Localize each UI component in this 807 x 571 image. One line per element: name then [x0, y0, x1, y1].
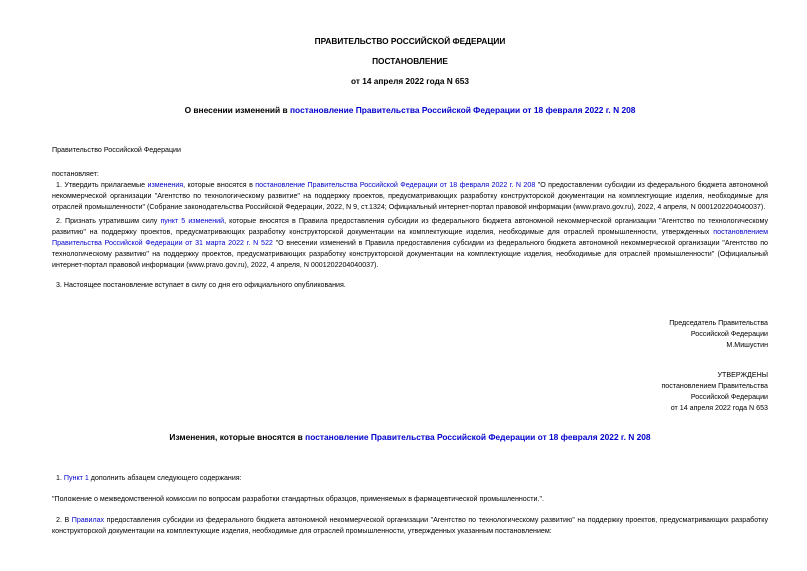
- approved-block: [52, 370, 768, 414]
- p2-link-item5[interactable]: пункт 5 изменений: [160, 217, 225, 225]
- signature-block: [52, 318, 768, 351]
- title-link[interactable]: постановление Правительства Российской Федерации от 18 февраля 2022 г. N 208: [290, 105, 636, 115]
- approved-line-2: постановлением Правительства: [661, 382, 768, 390]
- p1-text-3: "О предоставлении субсидии из федерального бюджета автономной некоммерческой организации "Агентство по технологическому развитие" на поддержку проектов, предусматривающих разработку конструкторской документации на комплектующие изделия, необходимые для отраслей промышленности" (Собрание законодательства Российской Федерации, 2022, N 9, ст.1324; Официальный интернет-портал правовой информации (www.pravo.gov.ru), 2022, 4 апреля, N 0001202204040037).: [52, 181, 768, 211]
- item2-link[interactable]: Правилах: [71, 516, 105, 524]
- p2-text-2: , которые вносятся в Правила предоставления субсидии из федерального бюджета автономной некоммерческой организации "Агентство по технологическому развитию" на поддержку проектов, предусматривающих разработку конструкторской документации на комплектующие изделия, необходимые для отраслей промышленности, утвержденных: [52, 217, 768, 236]
- issuer-text: Правительство Российской Федерации: [52, 146, 181, 154]
- p1-text-2: , которые вносятся в: [183, 181, 256, 189]
- item1-number: 1.: [56, 474, 64, 482]
- p2-text-3: "О внесении изменений в Правила предоставления субсидии из федерального бюджета автономной некоммерческой организации "Агентство по технологическому развитию" на поддержку проектов, предусматривающих разработку конструкторской документации на комплектующие изделия, необходимые для отраслей промышленности" (Официальный интернет-портал правовой информации (www.pravo.gov.ru), 2022, 4 апреля, N 0001202204040037).: [52, 239, 768, 269]
- changes-title-prefix: Изменения, которые вносятся в: [169, 432, 306, 442]
- title-prefix: О внесении изменений в: [184, 105, 290, 115]
- approved-line-1: УТВЕРЖДЕНЫ: [717, 371, 768, 379]
- document-type-heading: ПОСТАНОВЛЕНИЕ: [372, 56, 448, 66]
- date-number-heading: от 14 апреля 2022 года N 653: [351, 76, 469, 86]
- p2-text-1: 2. Признать утратившим силу: [56, 217, 161, 225]
- change-item-2: [52, 515, 768, 537]
- approved-line-4: от 14 апреля 2022 года N 653: [670, 404, 768, 412]
- p2-link-decree-522[interactable]: постановлением Правительства Российской Федерации от 31 марта 2022 г. N 522: [52, 228, 768, 247]
- approved-line-3: Российской Федерации: [690, 393, 768, 401]
- document-title: [52, 105, 768, 116]
- item2-number: 2. В: [56, 516, 72, 524]
- signature-line-2: Российской Федерации: [690, 330, 768, 338]
- change-item-1: [52, 473, 768, 484]
- changes-title: [52, 432, 768, 443]
- changes-title-link[interactable]: постановление Правительства Российской Федерации от 18 февраля 2022 г. N 208: [305, 432, 651, 442]
- item1-text: дополнить абзацем следующего содержания:: [88, 474, 242, 482]
- item1-link[interactable]: Пункт 1: [63, 474, 89, 482]
- decrees-text: постановляет:: [52, 170, 99, 178]
- p1-link-changes[interactable]: изменения: [147, 181, 184, 189]
- paragraph-1: [52, 180, 768, 213]
- paragraph-2: [52, 216, 768, 271]
- signature-line-1: Председатель Правительства: [669, 319, 768, 327]
- p1-link-decree-208[interactable]: постановление Правительства Российской Федерации от 18 февраля 2022 г. N 208: [255, 181, 536, 189]
- government-heading: ПРАВИТЕЛЬСТВО РОССИЙСКОЙ ФЕДЕРАЦИИ: [314, 36, 506, 46]
- p1-text-1: 1. Утвердить прилагаемые: [56, 181, 148, 189]
- quote-text: "Положение о межведомственной комиссии по вопросам разработки стандартных образцов, применяемых в фармацевтической промышленности.".: [52, 495, 544, 503]
- signature-line-3: М.Мишустин: [726, 341, 768, 349]
- item2-text: предоставления субсидии из федерального бюджета автономной некоммерческой организации "Агентство по технологическому развитию" на поддержку проектов, предусматривающих разработку конструкторской документации на комплектующие изделия, необходимые для отраслей промышленности, утвержденных указанным постановлением:: [52, 516, 768, 535]
- paragraph-3: 3. Настоящее постановление вступает в силу со дня его официального опубликования.: [56, 281, 346, 289]
